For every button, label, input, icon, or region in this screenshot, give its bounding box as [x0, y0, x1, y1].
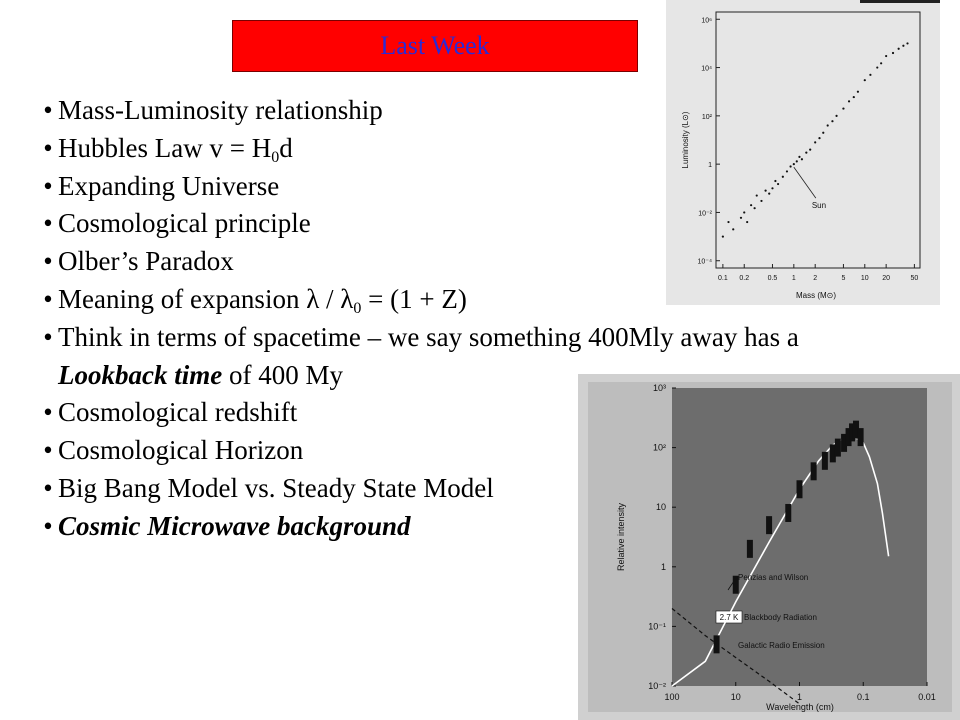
- plot1-point: [722, 235, 724, 237]
- plot1-y-tick-label: 10⁶: [701, 17, 712, 25]
- lookback-time-emphasis: Lookback time: [58, 359, 223, 390]
- plot2-x-tick-label: 0.1: [856, 692, 870, 702]
- cmb-spectrum-plot: [578, 374, 960, 720]
- bullet-dot: •: [43, 321, 53, 352]
- bullet-text: Olber’s Paradox: [58, 246, 234, 277]
- plot1-x-tick-label: 0.1: [718, 275, 728, 282]
- plot1-point: [796, 160, 798, 162]
- plot1-x-tick-label: 5: [841, 275, 846, 282]
- bullet-text: of 400 My: [222, 359, 343, 390]
- bullet-text: Cosmological redshift: [58, 397, 298, 428]
- bullet-dot: •: [43, 510, 53, 541]
- bullet-text: Cosmological principle: [58, 208, 311, 239]
- plot1-point: [818, 137, 820, 139]
- plot1-y-label: Luminosity (L⊙): [681, 111, 690, 169]
- plot1-x-tick-label: 20: [882, 275, 891, 282]
- bullet-text: Cosmological Horizon: [58, 435, 304, 466]
- plot1-x-tick-label: 10: [860, 275, 869, 282]
- plot1-sun-label: Sun: [811, 201, 827, 211]
- plot2-measurement: [714, 635, 720, 653]
- plot1-point: [760, 200, 762, 202]
- bullet-dot: •: [43, 95, 53, 125]
- plot1-point: [822, 132, 824, 134]
- plot1-point: [853, 96, 855, 98]
- plot1-point: [771, 187, 773, 189]
- slide-title: Last Week: [380, 31, 490, 60]
- mass-luminosity-plot: [666, 0, 940, 305]
- plot2-x-tick-label: 100: [664, 692, 680, 702]
- title-box: [232, 20, 638, 72]
- plot2-y-label: Relative intensity: [616, 502, 626, 572]
- plot2-27k-label: 2.7 K: [719, 613, 739, 622]
- plot1-point: [768, 193, 770, 195]
- bullet-dot: •: [43, 246, 53, 277]
- plot2-y-tick-label: 10: [655, 502, 666, 513]
- plot2-measurement: [747, 540, 753, 558]
- bullet-text: Meaning of expansion λ / λ: [58, 283, 354, 314]
- bullet-text: Think in terms of spacetime – we say something 400Mly away has a: [58, 321, 799, 352]
- plot1-point: [876, 66, 878, 68]
- bullet-text: Cosmic Microwave background: [58, 510, 411, 541]
- plot1-point: [864, 79, 866, 81]
- plot1-point: [798, 156, 800, 158]
- plot1-point: [906, 42, 908, 44]
- plot1-point: [869, 74, 871, 76]
- plot2-x-tick-label: 1: [796, 692, 803, 702]
- plot1-point: [777, 183, 779, 185]
- plot1-x-label: Mass (M⊙): [795, 291, 837, 300]
- plot1-y-tick-label: 10⁴: [701, 65, 712, 73]
- plot1-x-tick-label: 0.5: [767, 275, 778, 282]
- plot1-point: [786, 170, 788, 172]
- plot1-point: [892, 52, 894, 54]
- bullet-dot: •: [43, 472, 53, 503]
- plot2-measurement: [858, 428, 864, 446]
- plot1-x-tick-label: 1: [791, 275, 796, 282]
- plot2-y-tick-label: 10³: [652, 383, 666, 393]
- plot2-measurement: [766, 516, 772, 534]
- plot2-x-label: Wavelength (cm): [766, 702, 834, 712]
- plot1-point: [809, 149, 811, 151]
- plot2-y-tick-label: 10⁻²: [648, 681, 666, 691]
- plot2-y-tick-label: 1: [660, 561, 666, 572]
- plot1-point: [774, 180, 776, 182]
- plot1-point: [740, 217, 742, 219]
- plot1-point: [880, 62, 882, 64]
- subscript: 0: [353, 299, 362, 317]
- bullet-dot: •: [43, 132, 53, 163]
- plot2-measurement: [785, 504, 791, 522]
- plot1-x-tick-label: 2: [813, 275, 818, 282]
- plot1-point: [842, 107, 844, 109]
- bullet-text: Expanding Universe: [58, 170, 280, 201]
- plot2-penzias-label: Penzias and Wilson: [738, 573, 809, 582]
- plot1-point: [789, 165, 791, 167]
- bullet-dot: •: [43, 397, 53, 428]
- bullet-dot: •: [43, 283, 53, 314]
- plot1-point: [756, 194, 758, 196]
- plot1-point: [746, 221, 748, 223]
- plot2-measurement: [822, 452, 828, 470]
- plot1-point: [831, 120, 833, 122]
- plot1-y-tick-label: 10⁻²: [698, 210, 712, 218]
- plot1-point: [857, 91, 859, 93]
- plot1-x-tick-label: 50: [910, 275, 919, 282]
- bullet-text: Hubbles Law v = H: [58, 132, 272, 163]
- plot1-point: [848, 100, 850, 102]
- bullet-dot: •: [43, 170, 53, 201]
- bullet-text: Mass-Luminosity relationship: [58, 95, 383, 125]
- plot2-blackbody-label: Blackbody Radiation: [744, 613, 817, 622]
- bullet-text-after: = (1 + Z): [361, 283, 467, 314]
- plot1-point: [801, 158, 803, 160]
- plot2-measurement: [811, 462, 817, 480]
- plot1-point: [764, 190, 766, 192]
- plot1-point: [827, 124, 829, 126]
- bullet-dot: •: [43, 435, 53, 466]
- plot1-point: [732, 228, 734, 230]
- plot1-point: [902, 45, 904, 47]
- bullet-text: Big Bang Model vs. Steady State Model: [58, 472, 494, 503]
- plot2-y-tick-label: 10²: [652, 442, 666, 453]
- plot1-point: [727, 221, 729, 223]
- plot1-point: [805, 152, 807, 154]
- plot2-measurement: [797, 480, 803, 498]
- plot1-top-edge: [860, 0, 940, 3]
- plot2-galactic-label: Galactic Radio Emission: [738, 641, 825, 650]
- plot1-point: [743, 211, 745, 213]
- bullet-item: [38, 319, 938, 357]
- plot2-x-tick-label: 10: [730, 692, 741, 702]
- plot2-measurement: [835, 439, 841, 457]
- plot1-point: [898, 48, 900, 50]
- plot2-x-tick-label: 0.01: [918, 692, 936, 702]
- plot1-y-tick-label: 10²: [701, 113, 712, 121]
- plot1-point: [835, 115, 837, 117]
- plot1-y-tick-label: 10⁻⁴: [697, 258, 712, 266]
- plot1-point: [750, 204, 752, 206]
- subscript: 0: [271, 148, 280, 166]
- bullet-dot: •: [43, 208, 53, 239]
- plot2-y-tick-label: 10⁻¹: [648, 621, 666, 632]
- plot1-x-tick-label: 0.2: [739, 275, 750, 282]
- plot1-point: [782, 176, 784, 178]
- plot1-y-tick-label: 1: [708, 162, 712, 170]
- bullet-text-after: d: [279, 132, 293, 163]
- plot1-point: [814, 141, 816, 143]
- plot1-point: [754, 207, 756, 209]
- plot1-point: [793, 163, 795, 165]
- plot1-point: [885, 55, 887, 57]
